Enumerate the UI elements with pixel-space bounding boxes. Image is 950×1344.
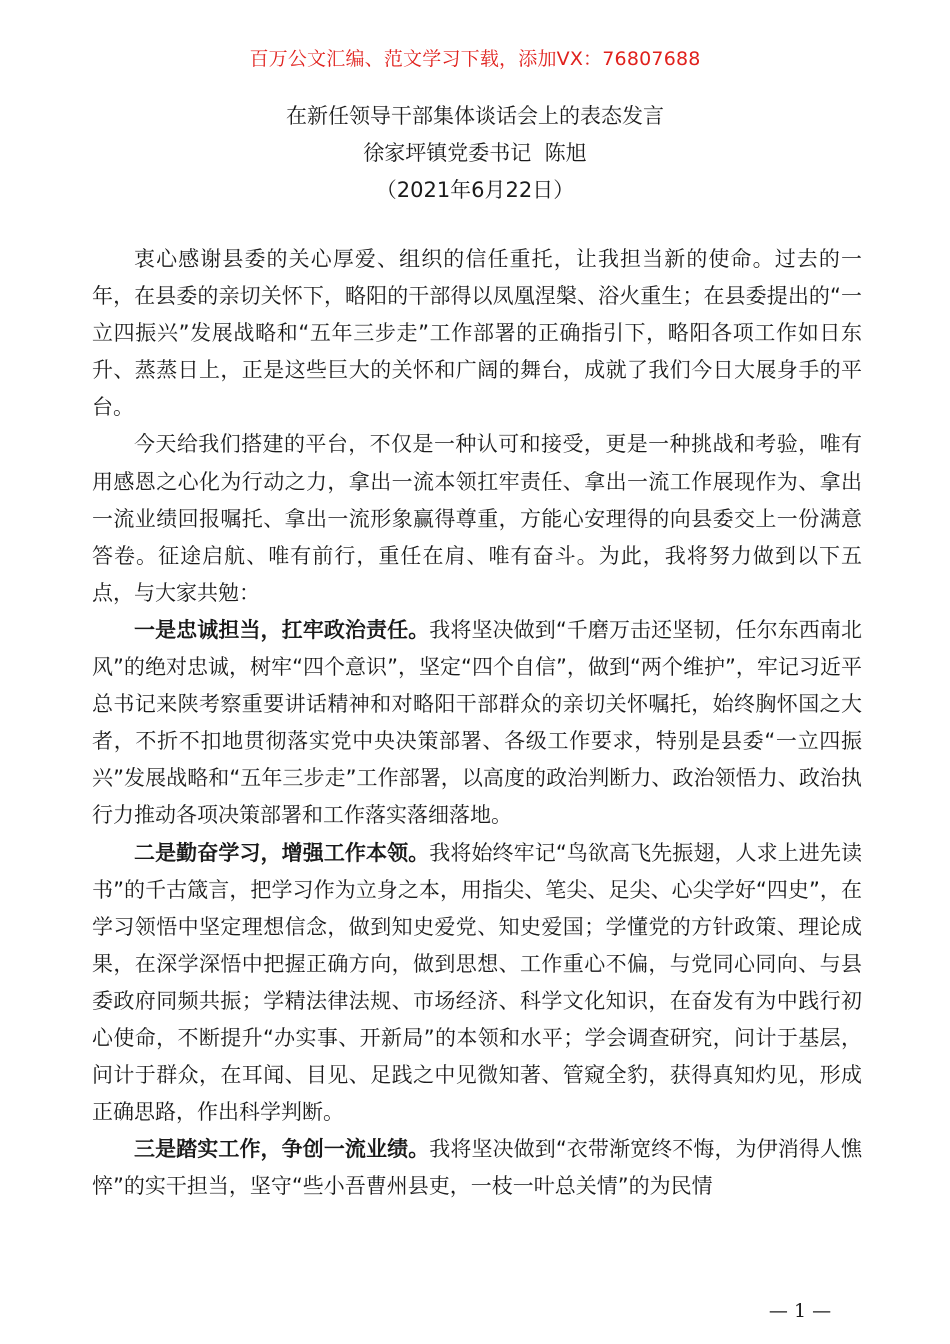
paragraph <box>92 426 862 611</box>
paragraph-lead: 三是踏实工作，争创一流业绩。 <box>134 1137 430 1162</box>
paragraph-lead: 二是勤奋学习，增强工作本领。 <box>134 840 430 865</box>
paragraph-text: 我将坚决做到“千磨万击还坚韧，任尔东西南北风”的绝对忠诚，树牢“四个意识”，坚定“四个自信”，做到“两个维护”，牢记习近平总书记来陕考察重要讲话精神和对略阳干部群众的亲切关怀嘱托，始终胸怀国之大者，不折不扣地贯彻落实党中央决策部署、各级工作要求，特别是县委“一立四振兴”发展战略和“五年三步走”工作部署，以高度的政治判断力、政治领悟力、政治执行力推动各项决策部署和工作落实落细落地。 <box>92 617 862 828</box>
paragraph <box>92 1131 862 1205</box>
document-title: 在新任领导干部集体谈话会上的表态发言 <box>286 104 664 128</box>
paragraph-text: 衷心感谢县委的关心厚爱、组织的信任重托，让我担当新的使命。过去的一年，在县委的亲切关怀下，略阳的干部得以凤凰涅槃、浴火重生；在县委提出的“一立四振兴”发展战略和“五年三步走”工作部署的正确指引下，略阳各项工作如日东升、蒸蒸日上，正是这些巨大的关怀和广阔的舞台，成就了我们今日大展身手的平台。 <box>92 247 862 420</box>
paragraph-text: 今天给我们搭建的平台，不仅是一种认可和接受，更是一种挑战和考验，唯有用感恩之心化为行动之力，拿出一流本领扛牢责任、拿出一流工作展现作为、拿出一流业绩回报嘱托、拿出一流形象赢得尊重，方能心安理得的向县委交上一份满意答卷。征途启航、唯有前行，重任在肩、唯有奋斗。为此，我将努力做到以下五点，与大家共勉： <box>92 432 862 605</box>
paragraph <box>92 612 862 835</box>
paragraph <box>92 241 862 426</box>
paragraph-text: 我将始终牢记“鸟欲高飞先振翅，人求上进先读书”的千古箴言，把学习作为立身之本，用指尖、笔尖、足尖、心尖学好“四史”，在学习领悟中坚定理想信念，做到知史爱党、知史爱国；学懂党的方针政策、理论成果，在深学深悟中把握正确方向，做到思想、工作重心不偏，与党同心同向、与县委政府同频共振；学精法律法规、市场经济、科学文化知识，在奋发有为中践行初心使命，不断提升“办实事、开新局”的本领和水平；学会调查研究，问计于基层，问计于群众，在耳闻、目见、足践之中见微知著、管窥全豹，获得真知灼见，形成正确思路，作出科学判断。 <box>92 840 862 1125</box>
header-banner: 百万公文汇编、范文学习下载，添加VX：76807688 <box>249 48 701 70</box>
date-line: （2021年6月22日） <box>375 178 575 202</box>
paragraph-lead: 一是忠诚担当，扛牢政治责任。 <box>134 617 430 642</box>
title-block <box>0 98 950 209</box>
paragraph-text: 我将坚决做到“衣带渐宽终不悔，为伊消得人憔悴”的实干担当，坚守“些小吾曹州县吏，一枝一叶总关情”的为民情 <box>92 1137 862 1199</box>
speaker-line: 徐家坪镇党委书记 陈旭 <box>363 141 587 165</box>
paragraph <box>92 835 862 1132</box>
page-number: — 1 — <box>768 1300 832 1322</box>
body-text <box>92 241 862 1205</box>
